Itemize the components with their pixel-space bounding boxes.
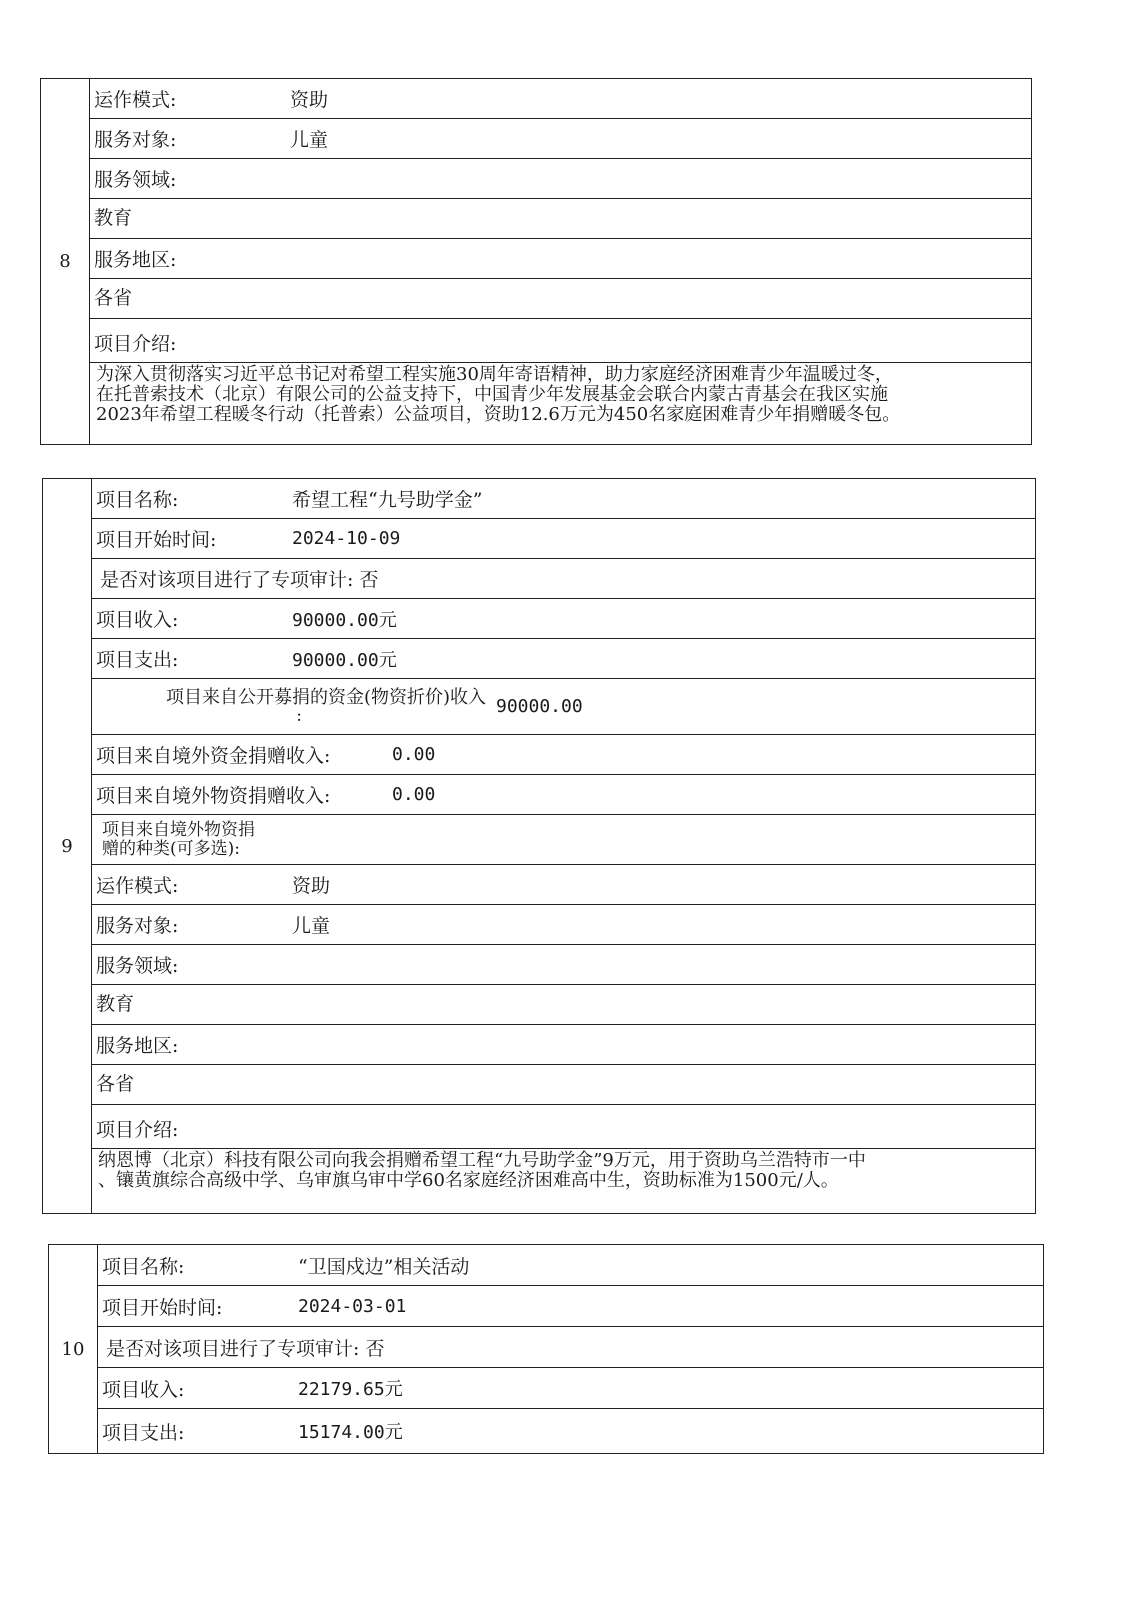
service-region-label: 服务地区: <box>96 1035 179 1057</box>
operation-mode-label: 运作模式: <box>94 89 177 111</box>
service-region-value-row <box>92 1065 1035 1105</box>
start-time-value: 2024-10-09 <box>292 528 401 549</box>
income-value: 90000.00元 <box>292 609 397 631</box>
service-field-value-row <box>92 985 1035 1025</box>
service-region-label-row <box>92 1025 1035 1065</box>
intro-label-row <box>92 1105 1035 1149</box>
public-fund-value: 90000.00 <box>496 696 583 717</box>
audit-row <box>98 1327 1043 1368</box>
service-field-value-row <box>90 199 1031 239</box>
foreign-fund-value: 0.00 <box>392 744 436 765</box>
service-target-row <box>92 905 1035 945</box>
project-name-value: “卫国戍边”相关活动 <box>298 1255 470 1278</box>
expense-row <box>98 1409 1043 1453</box>
expense-value: 15174.00元 <box>298 1422 403 1443</box>
service-region-label: 服务地区: <box>94 249 177 271</box>
service-field-label: 服务领域: <box>96 955 179 977</box>
audit-row <box>92 559 1035 599</box>
public-fund-label-group <box>102 688 486 726</box>
goods-type-row <box>92 815 1035 865</box>
service-target-value: 儿童 <box>292 915 331 937</box>
service-target-label: 服务对象: <box>94 129 177 151</box>
intro-label-row <box>90 319 1031 363</box>
income-label: 项目收入: <box>102 1378 185 1401</box>
foreign-fund-label: 项目来自境外资金捐赠收入: <box>96 745 331 767</box>
expense-label: 项目支出: <box>96 649 179 671</box>
service-target-row <box>90 119 1031 159</box>
service-field-value: 教育 <box>94 207 133 229</box>
goods-type-label-line: 赠的种类(可多选): <box>102 838 240 859</box>
intro-label: 项目介绍: <box>96 1119 179 1141</box>
income-row <box>98 1368 1043 1409</box>
service-field-label-row <box>90 159 1031 199</box>
service-region-value: 各省 <box>94 287 133 309</box>
start-time-row <box>98 1286 1043 1327</box>
public-fund-row <box>92 679 1035 735</box>
project-name-label: 项目名称: <box>96 489 179 511</box>
foreign-goods-row <box>92 775 1035 815</box>
start-time-row <box>92 519 1035 559</box>
service-target-value: 儿童 <box>290 129 329 151</box>
service-field-value: 教育 <box>96 993 135 1015</box>
intro-line: 2023年希望工程暖冬行动（托普索）公益项目，资助12.6万元为450名家庭困难青少年捐赠暖冬包。 <box>96 404 901 425</box>
operation-mode-row <box>92 865 1035 905</box>
expense-value: 90000.00元 <box>292 649 397 671</box>
project-number: 9 <box>43 479 92 1213</box>
intro-line: 、镶黄旗综合高级中学、乌审旗乌审中学60名家庭经济困难高中生，资助标准为1500元/人。 <box>98 1170 839 1191</box>
start-time-label: 项目开始时间: <box>96 529 217 551</box>
start-time-label: 项目开始时间: <box>102 1296 223 1319</box>
foreign-goods-value: 0.00 <box>392 784 436 805</box>
service-target-label: 服务对象: <box>96 915 179 937</box>
project-9-block <box>42 478 1036 1214</box>
service-region-value: 各省 <box>96 1073 135 1095</box>
project-name-row <box>92 479 1035 519</box>
income-row <box>92 599 1035 639</box>
service-region-value-row <box>90 279 1031 319</box>
project-name-value: 希望工程“九号助学金” <box>292 489 483 511</box>
service-region-label-row <box>90 239 1031 279</box>
goods-type-label-line: 项目来自境外物资捐 <box>102 819 255 840</box>
intro-text-row <box>90 363 1031 444</box>
project-8-block <box>40 78 1032 445</box>
intro-line: 为深入贯彻落实习近平总书记对希望工程实施30周年寄语精神，助力家庭经济困难青少年温暖过冬， <box>96 364 893 385</box>
audit-text: 是否对该项目进行了专项审计: 否 <box>100 569 379 591</box>
operation-mode-value: 资助 <box>292 875 331 897</box>
intro-line: 纳恩博（北京）科技有限公司向我会捐赠希望工程“九号助学金”9万元，用于资助乌兰浩特市一中 <box>98 1150 866 1171</box>
public-fund-colon: : <box>296 705 302 726</box>
project-number: 8 <box>41 79 90 444</box>
operation-mode-label: 运作模式: <box>96 875 179 897</box>
project-name-row <box>98 1245 1043 1286</box>
foreign-fund-row <box>92 735 1035 775</box>
start-time-value: 2024-03-01 <box>298 1295 407 1317</box>
intro-text-row <box>92 1149 1035 1213</box>
project-10-block <box>48 1244 1044 1454</box>
audit-text: 是否对该项目进行了专项审计: 否 <box>106 1337 385 1360</box>
income-value: 22179.65元 <box>298 1379 403 1400</box>
intro-label: 项目介绍: <box>94 333 177 355</box>
operation-mode-row <box>90 79 1031 119</box>
income-label: 项目收入: <box>96 609 179 631</box>
intro-line: 在托普索技术（北京）有限公司的公益支持下，中国青少年发展基金会联合内蒙古青基会在我区实施 <box>96 384 888 405</box>
expense-row <box>92 639 1035 679</box>
project-name-label: 项目名称: <box>102 1255 185 1278</box>
foreign-goods-label: 项目来自境外物资捐赠收入: <box>96 785 331 807</box>
public-fund-label: 项目来自公开募捐的资金(物资折价)收入 <box>165 686 486 708</box>
service-field-label-row <box>92 945 1035 985</box>
expense-label: 项目支出: <box>102 1421 185 1444</box>
operation-mode-value: 资助 <box>290 89 329 111</box>
project-number: 10 <box>49 1245 98 1453</box>
service-field-label: 服务领域: <box>94 169 177 191</box>
